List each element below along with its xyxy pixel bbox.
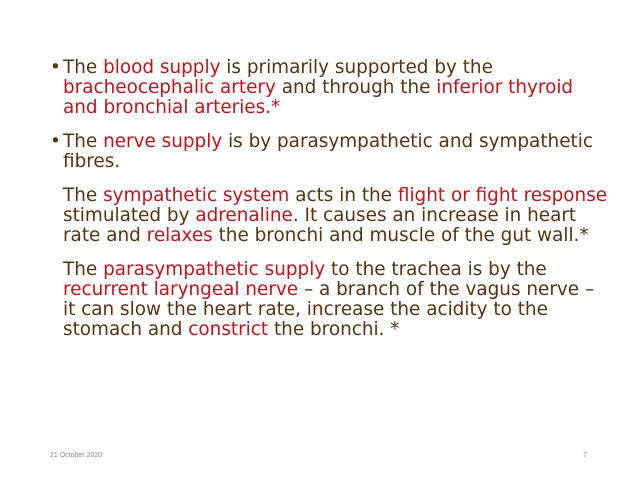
bullet-nerve-supply: [50, 132, 610, 172]
text-run: is primarily supported by the: [220, 57, 493, 78]
bullet-blood-supply: [50, 58, 610, 118]
text-run: – a branch of the vagus nerve – it can slow the heart rate, increase the acidity to the stomach and: [63, 279, 595, 340]
highlight-adrenaline: adrenaline: [195, 205, 293, 226]
footer-date: 21 October 2020: [50, 452, 103, 459]
text-run: stimulated by: [63, 205, 196, 226]
highlight-nerve-supply: nerve supply: [103, 131, 223, 152]
highlight-inferior-thyroid: inferior thyroid and bronchial arteries.*: [63, 77, 574, 118]
text-run: to the trachea is by the: [325, 259, 547, 280]
bullet-dot-icon: •: [50, 131, 61, 152]
text-run: the bronchi and muscle of the gut wall.*: [212, 225, 589, 246]
highlight-sympathetic-system: sympathetic system: [103, 185, 290, 206]
text-run: is by parasympathetic and sympathetic fibres.: [63, 131, 593, 172]
highlight-parasympathetic-supply: parasympathetic supply: [103, 259, 326, 280]
text-run: acts in the: [289, 185, 398, 206]
highlight-bracheocephalic-artery: bracheocephalic artery: [63, 77, 276, 98]
text-run: The: [63, 259, 104, 280]
text-run: and through the: [275, 77, 437, 98]
highlight-constrict: constrict: [188, 319, 269, 340]
highlight-recurrent-laryngeal-nerve: recurrent laryngeal nerve: [63, 279, 299, 300]
highlight-relaxes: relaxes: [146, 225, 213, 246]
paragraph-parasympathetic: [50, 260, 610, 340]
highlight-blood-supply: blood supply: [103, 57, 221, 78]
text-run: The: [63, 185, 104, 206]
paragraph-sympathetic: [50, 186, 610, 246]
slide-body: [50, 58, 610, 340]
text-run: The: [63, 57, 104, 78]
text-run: . It causes an increase in heart rate and: [63, 205, 577, 246]
highlight-flight-or-fight: flight or fight response: [397, 185, 608, 206]
footer-page-number: 7: [583, 452, 587, 459]
text-run: The: [63, 131, 104, 152]
text-run: the bronchi. *: [268, 319, 400, 340]
bullet-dot-icon: •: [50, 57, 61, 78]
